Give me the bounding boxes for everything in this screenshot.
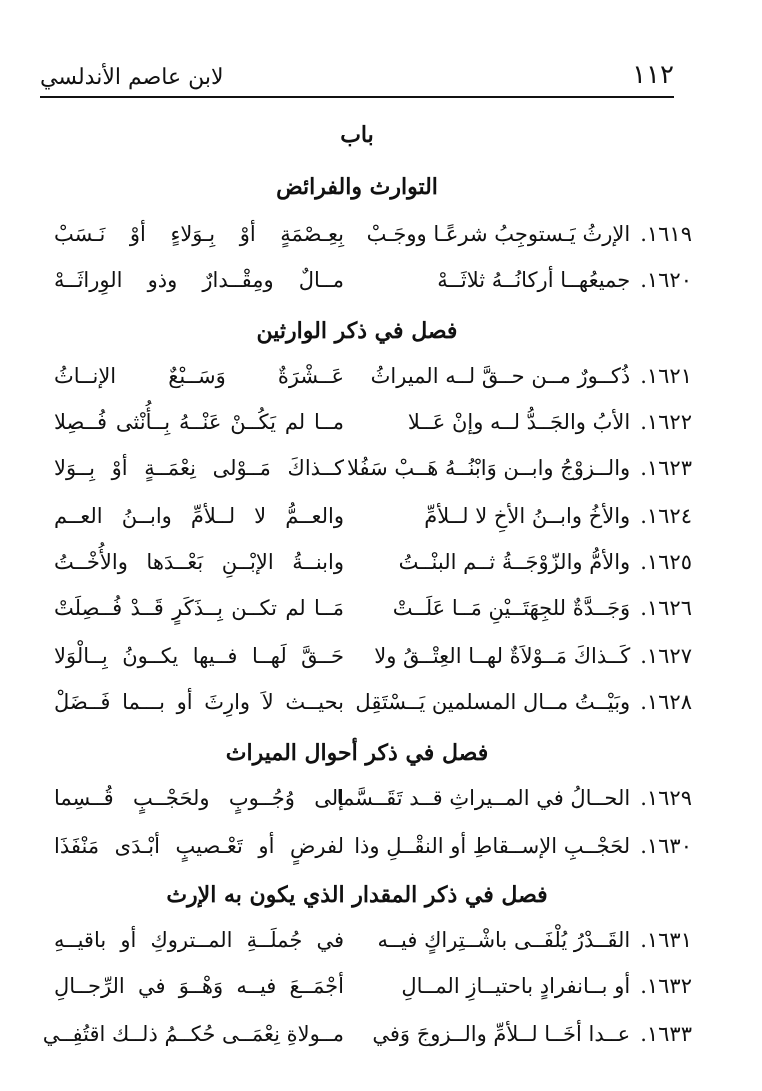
verse-first-hemistich: ١٦٣٢.أو بــانفرادٍ باحتيــازِ المــالِ	[401, 974, 692, 998]
verse-second-hemistich: في جُملَــةِ المــتروكِ أو باقيــهِ	[54, 928, 344, 952]
verse-number: ١٦٢١.	[640, 364, 692, 388]
verse-number: ١٦٢٦.	[640, 596, 692, 620]
verse-line	[40, 928, 692, 968]
verse-second-hemistich: مــولاةِ نِعْمَــى حُكــمُ ذلــك اقتُفِــي	[42, 1022, 344, 1046]
verse-number: ١٦٢٢.	[640, 410, 692, 434]
verse-number: ١٦٢٣.	[640, 456, 692, 480]
verse-second-hemistich: وابنــةُ الإبْــنِ بَعْــدَها والأُخْــتُ	[54, 550, 344, 574]
verse-number: ١٦٢٤.	[640, 504, 692, 528]
verse-line	[40, 268, 692, 308]
verse-first-hemistich: ١٦٣٣.عــدا أخَــا لــلأمِّ والــزوجَ وَفي	[372, 1022, 692, 1046]
verse-first-hemistich: ١٦١٩.الإرثُ يَـستوجِبُ شرعًـا ووجَـبْ	[366, 222, 692, 246]
verse-first-hemistich: ١٦٢٨.وبَيْــتُ مــال المسلمين يَــسْتَقِل	[355, 690, 692, 714]
verse-first-hemistich: ١٦٢٥.والأمُّ والزّوْجَــةُ ثــم البنْــتُ	[398, 550, 692, 574]
verse-first-hemistich: ١٦٢٤.والأخُ وابــنُ الأخِ لا لــلأمِّ	[424, 504, 692, 528]
verse-first-hemistich: ١٦٢٩.الحــالُ في المــيراثِ قــد تَقَــسَّما	[336, 786, 692, 810]
verse-line	[40, 550, 692, 590]
verse-line	[40, 1022, 692, 1062]
verse-first-hemistich: ١٦٣٠.لحَجْــبِ الإســقاطِ أو النقْــلِ وذا	[354, 834, 692, 858]
verse-second-hemistich: مــالٌ ومِقْــدارٌ وذو الوِراثَــهْ	[54, 268, 344, 292]
verse-first-hemistich: ١٦٢٠.جميعُهــا أركانُــهُ ثلاثَــهْ	[437, 268, 692, 292]
verse-first-hemistich: ١٦٢٣.والــزوْجُ وابــن وَابْنُــهُ هَــبْ سَفُلا	[346, 456, 692, 480]
chapter-heading: باب	[340, 122, 374, 148]
page-header	[40, 52, 674, 98]
verse-first-hemistich: ١٦٢٧.كَــذاكَ مَــوْلاَةٌ لهــا العِتْــقُ ولا	[374, 644, 692, 668]
verse-line	[40, 410, 692, 450]
verse-number: ١٦٢٨.	[640, 690, 692, 714]
verse-line	[40, 690, 692, 730]
verse-line	[40, 504, 692, 544]
verse-first-hemistich: ١٦٢٢.الأبُ والجَــدُّ لــه وإنْ عَــلا	[407, 410, 692, 434]
verse-second-hemistich: والعــمُّ لا لــلأمِّ وابــنُ العــم	[54, 504, 344, 528]
verse-second-hemistich: كــذاكَ مَــوْلى نِعْمَــةٍ أوْ بِــوَلا	[54, 456, 344, 480]
verse-second-hemistich: عَــشْرَةٌ وَسَــبْعٌ الإنــاثُ	[54, 364, 344, 388]
running-title: لابن عاصم الأندلسي	[40, 65, 224, 90]
verse-line	[40, 644, 692, 684]
verse-line	[40, 222, 692, 262]
verse-second-hemistich: مَــا لم تكــن بِــذَكَرٍ قَــدْ فُــصِلَتْ	[54, 596, 344, 620]
verse-number: ١٦٣٠.	[640, 834, 692, 858]
verse-number: ١٦٣٢.	[640, 974, 692, 998]
verse-line	[40, 596, 692, 636]
verse-line	[40, 974, 692, 1014]
verse-first-hemistich: ١٦٢١.ذُكــورٌ مــن حــقَّ لــه الميراثُ	[370, 364, 692, 388]
verse-second-hemistich: أجْمَــعَ فيــه وَهْــوَ في الرِّجــالِ	[54, 974, 344, 998]
section-heading: فصل في ذكر أحوال الميراث	[225, 740, 489, 766]
section-heading: فصل في ذكر الوارثين	[256, 318, 458, 344]
verse-number: ١٦٢٥.	[640, 550, 692, 574]
verse-first-hemistich: ١٦٣١.القَــدْرُ يُلْفَــى باشْــتِراكٍ فيــه	[377, 928, 692, 952]
verse-second-hemistich: إلى وُجُــوبٍ ولحَجْــبٍ قُــسِما	[54, 786, 344, 810]
verse-second-hemistich: مــا لم يَكُــنْ عَنْــهُ بِــأُنْثى فُــصِلا	[54, 410, 344, 434]
verse-first-hemistich: ١٦٢٦.وَجَــدَّةٌ للجِهَتَــيْنِ مَــا عَلَــتْ	[392, 596, 692, 620]
verse-number: ١٦٢٩.	[640, 786, 692, 810]
verse-second-hemistich: لفرضٍ أو تَعْـصيبٍ أبْـدَى مَنْفَذَا	[54, 834, 344, 858]
verse-second-hemistich: بحيــث لاَ وارِثَ أو بـــما فَــضَلْ	[54, 690, 344, 714]
verse-number: ١٦٢٧.	[640, 644, 692, 668]
chapter-title: التوارث والفرائض	[276, 174, 438, 200]
verse-number: ١٦٣١.	[640, 928, 692, 952]
verse-number: ١٦٢٠.	[640, 268, 692, 292]
verse-second-hemistich: حَــقَّ لَهــا فــيها يكــونُ بِــالْوَلا	[54, 644, 344, 668]
verse-line	[40, 456, 692, 496]
verse-line	[40, 364, 692, 404]
verse-number: ١٦١٩.	[640, 222, 692, 246]
verse-second-hemistich: بِعِـصْمَةٍ أوْ بِـوَلاءٍ أوْ نَـسَبْ	[54, 222, 344, 246]
verse-line	[40, 786, 692, 826]
verse-number: ١٦٣٣.	[640, 1022, 692, 1046]
page-number: ١١٢	[632, 60, 674, 90]
section-heading: فصل في ذكر المقدار الذي يكون به الإرث	[166, 882, 548, 908]
verse-line	[40, 834, 692, 874]
